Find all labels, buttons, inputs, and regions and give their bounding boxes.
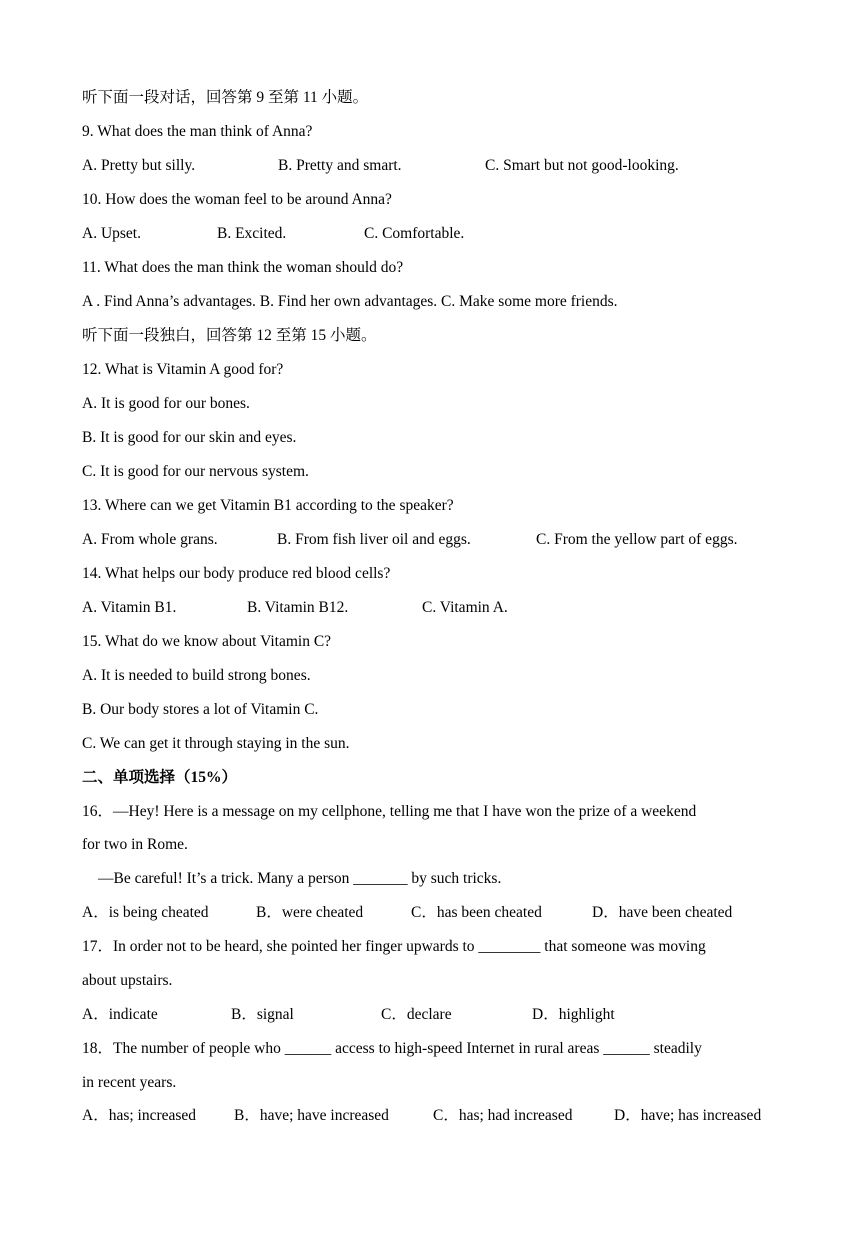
option-17a: A．indicate bbox=[82, 1006, 158, 1023]
question-11: 11. What does the man think the woman should do? bbox=[82, 259, 404, 276]
question-17-line-1: 17．In order not to be heard, she pointed her finger upwards to ________ that someone was moving bbox=[82, 938, 706, 955]
option-10a: A. Upset. bbox=[82, 225, 141, 242]
question-13: 13. Where can we get Vitamin B1 according to the speaker? bbox=[82, 497, 454, 514]
option-16d: D．have been cheated bbox=[592, 904, 733, 921]
option-17d: D．highlight bbox=[532, 1006, 615, 1023]
question-12: 12. What is Vitamin A good for? bbox=[82, 361, 284, 378]
question-16-line-2: for two in Rome. bbox=[82, 836, 188, 853]
option-16a: A．is being cheated bbox=[82, 904, 209, 921]
option-18c: C．has; had increased bbox=[433, 1107, 573, 1124]
option-10b: B. Excited. bbox=[217, 225, 287, 242]
option-17c: C．declare bbox=[381, 1006, 452, 1023]
question-10-options bbox=[82, 222, 790, 246]
option-16b: B．were cheated bbox=[256, 904, 364, 921]
option-16c: C．has been cheated bbox=[411, 904, 542, 921]
option-14c: C. Vitamin A. bbox=[422, 599, 508, 616]
option-10c: C. Comfortable. bbox=[364, 225, 465, 242]
option-9a: A. Pretty but silly. bbox=[82, 157, 196, 174]
option-13a: A. From whole grans. bbox=[82, 531, 218, 548]
question-16-line-1: 16．—Hey! Here is a message on my cellphone, telling me that I have won the prize of a weekend bbox=[82, 803, 697, 820]
option-9b: B. Pretty and smart. bbox=[278, 157, 402, 174]
question-18-line-1: 18．The number of people who ______ access to high-speed Internet in rural areas ______ steadily bbox=[82, 1040, 702, 1057]
question-16-options bbox=[82, 901, 790, 925]
option-9c: C. Smart but not good-looking. bbox=[485, 157, 679, 174]
option-15c: C. We can get it through staying in the sun. bbox=[82, 735, 350, 752]
option-13b: B. From fish liver oil and eggs. bbox=[277, 531, 471, 548]
question-10: 10. How does the woman feel to be around Anna? bbox=[82, 191, 392, 208]
section-heading: 二、单项选择（15%） bbox=[82, 769, 238, 786]
option-18a: A．has; increased bbox=[82, 1107, 197, 1124]
question-13-options bbox=[82, 528, 790, 552]
option-12c: C. It is good for our nervous system. bbox=[82, 463, 309, 480]
option-14a: A. Vitamin B1. bbox=[82, 599, 177, 616]
question-9: 9. What does the man think of Anna? bbox=[82, 123, 313, 140]
option-13c: C. From the yellow part of eggs. bbox=[536, 531, 738, 548]
question-9-options bbox=[82, 154, 790, 178]
question-18-options bbox=[82, 1104, 790, 1128]
question-18-line-2: in recent years. bbox=[82, 1074, 177, 1091]
option-18b: B．have; have increased bbox=[234, 1107, 389, 1124]
monologue-instruction: 听下面一段独白，回答第 12 至第 15 小题。 bbox=[82, 327, 377, 344]
option-18d: D．have; has increased bbox=[614, 1107, 762, 1124]
question-14: 14. What helps our body produce red blood cells? bbox=[82, 565, 391, 582]
question-17-line-2: about upstairs. bbox=[82, 972, 173, 989]
option-12b: B. It is good for our skin and eyes. bbox=[82, 429, 297, 446]
question-11-options: A . Find Anna’s advantages. B. Find her own advantages. C. Make some more friends. bbox=[82, 293, 618, 310]
option-17b: B．signal bbox=[231, 1006, 294, 1023]
option-15a: A. It is needed to build strong bones. bbox=[82, 667, 311, 684]
question-14-options bbox=[82, 596, 790, 620]
dialogue-instruction: 听下面一段对话，回答第 9 至第 11 小题。 bbox=[82, 89, 369, 106]
option-15b: B. Our body stores a lot of Vitamin C. bbox=[82, 701, 319, 718]
question-15: 15. What do we know about Vitamin C? bbox=[82, 633, 332, 650]
question-17-options bbox=[82, 1003, 790, 1027]
option-12a: A. It is good for our bones. bbox=[82, 395, 250, 412]
question-16-line-3: —Be careful! It’s a trick. Many a person _______ by such tricks. bbox=[98, 870, 502, 887]
option-14b: B. Vitamin B12. bbox=[247, 599, 349, 616]
